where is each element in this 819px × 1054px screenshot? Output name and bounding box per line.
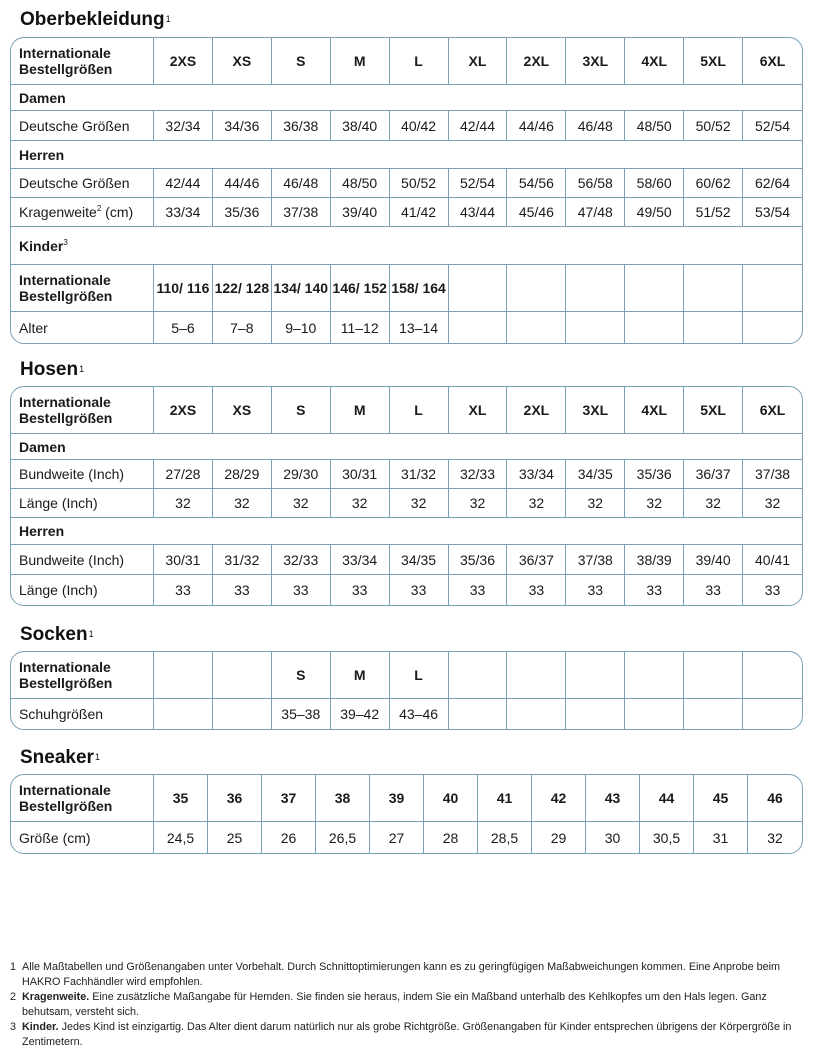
value-cell: 33/34 <box>154 198 213 227</box>
size-cell <box>684 652 743 699</box>
size-cell: 134/ 140 <box>272 265 331 312</box>
value-cell: 37/38 <box>743 460 802 489</box>
value-cell: 32 <box>507 489 566 518</box>
section-title-socken <box>20 624 94 646</box>
value-cell: 24,5 <box>154 822 208 853</box>
value-cell: 32/33 <box>449 460 508 489</box>
footnote-ref: 2 <box>96 204 102 213</box>
value-cell: 27 <box>370 822 424 853</box>
value-cell: 46/48 <box>566 111 625 141</box>
value-cell: 34/35 <box>390 545 449 575</box>
size-cell: 41 <box>478 775 532 822</box>
value-cell: 26 <box>262 822 316 853</box>
size-cell: 38 <box>316 775 370 822</box>
section-title-sneaker <box>20 747 100 769</box>
value-cell: 28 <box>424 822 478 853</box>
value-cell: 38/39 <box>625 545 684 575</box>
section-row <box>11 227 802 265</box>
socken-table <box>10 651 803 730</box>
size-cell: 158/ 164 <box>390 265 449 312</box>
value-cell: 48/50 <box>331 169 390 198</box>
size-cell: 43 <box>586 775 640 822</box>
section-label-text: Damen <box>19 438 66 455</box>
section-title-text: Hosen <box>20 359 79 380</box>
footnote-text <box>22 960 800 990</box>
value-cell: 33 <box>507 575 566 605</box>
value-cell: 39/40 <box>331 198 390 227</box>
value-cell: 33 <box>213 575 272 605</box>
size-cell: 2XL <box>507 387 566 434</box>
row-label-text: Alter <box>19 319 48 336</box>
section-label <box>11 518 802 545</box>
value-cell: 53/54 <box>743 198 802 227</box>
size-cell: 146/ 152 <box>331 265 390 312</box>
size-cell: 40 <box>424 775 478 822</box>
row-label <box>11 169 154 198</box>
row-label <box>11 198 154 227</box>
size-cell: 4XL <box>625 38 684 85</box>
value-cell: 42/44 <box>449 111 508 141</box>
value-cell: 52/54 <box>449 169 508 198</box>
value-cell <box>213 699 272 729</box>
section-label-text: Herren <box>19 523 65 539</box>
value-cell: 43/44 <box>449 198 508 227</box>
value-cell: 40/41 <box>743 545 802 575</box>
value-cell: 30/31 <box>331 460 390 489</box>
data-row <box>11 111 802 141</box>
row-label-suffix: (cm) <box>101 204 134 220</box>
size-cell: 46 <box>748 775 802 822</box>
value-cell: 11–12 <box>331 312 390 343</box>
value-cell: 41/42 <box>390 198 449 227</box>
value-cell: 32 <box>213 489 272 518</box>
footnote-1 <box>10 960 800 990</box>
header-row <box>11 652 802 699</box>
value-cell <box>507 312 566 343</box>
value-cell: 49/50 <box>625 198 684 227</box>
size-cell: 5XL <box>684 38 743 85</box>
footnote-ref: 1 <box>94 752 100 762</box>
value-cell: 29 <box>532 822 586 853</box>
value-cell: 31/32 <box>390 460 449 489</box>
header-row <box>11 387 802 434</box>
footnote-text <box>22 1020 800 1050</box>
value-cell <box>684 312 743 343</box>
value-cell: 45/46 <box>507 198 566 227</box>
value-cell: 5–6 <box>154 312 213 343</box>
size-cell <box>625 652 684 699</box>
footnote-ref: 1 <box>165 14 171 24</box>
size-cell <box>566 652 625 699</box>
size-cell <box>507 652 566 699</box>
value-cell: 36/37 <box>684 460 743 489</box>
size-cell: XL <box>449 387 508 434</box>
size-cell: S <box>272 38 331 85</box>
size-cell: S <box>272 652 331 699</box>
value-cell: 32 <box>625 489 684 518</box>
value-cell <box>743 312 802 343</box>
row-label <box>11 460 154 489</box>
value-cell <box>566 312 625 343</box>
value-cell: 30 <box>586 822 640 853</box>
value-cell: 44/46 <box>507 111 566 141</box>
row-label <box>11 489 154 518</box>
value-cell: 32 <box>684 489 743 518</box>
section-row <box>11 518 802 545</box>
row-label <box>11 575 154 605</box>
size-cell: 36 <box>208 775 262 822</box>
row-label-text: Länge (Inch) <box>19 495 98 511</box>
value-cell: 50/52 <box>390 169 449 198</box>
value-cell <box>625 699 684 729</box>
size-cell: 35 <box>154 775 208 822</box>
section-row <box>11 434 802 460</box>
header-label: Internationale Bestellgrößen <box>11 652 154 699</box>
value-cell: 32 <box>390 489 449 518</box>
header-row <box>11 38 802 85</box>
size-cell: XL <box>449 38 508 85</box>
value-cell: 43–46 <box>390 699 449 729</box>
value-cell: 33 <box>390 575 449 605</box>
header-row <box>11 775 802 822</box>
value-cell: 35/36 <box>449 545 508 575</box>
value-cell: 32 <box>767 829 783 846</box>
sneaker-table <box>10 774 803 854</box>
section-title-text: Oberbekleidung <box>20 9 165 30</box>
header-label: Internationale Bestellgrößen <box>11 775 154 822</box>
data-row <box>11 460 802 489</box>
value-cell: 58/60 <box>625 169 684 198</box>
section-title-oberbekleidung <box>20 9 171 31</box>
size-cell <box>449 652 508 699</box>
size-cell: 110/ 116 <box>154 265 213 312</box>
footnote-2 <box>10 990 800 1020</box>
value-cell: 32/33 <box>272 545 331 575</box>
size-cell: 5XL <box>684 387 743 434</box>
header-row <box>11 265 802 312</box>
value-cell: 46/48 <box>272 169 331 198</box>
data-row <box>11 822 802 853</box>
value-cell: 32 <box>272 489 331 518</box>
header-label: Internationale Bestellgrößen <box>11 387 154 434</box>
value-cell: 32 <box>154 489 213 518</box>
section-title-text: Socken <box>20 624 88 645</box>
size-cell: M <box>331 38 390 85</box>
value-cell: 33 <box>449 575 508 605</box>
value-cell: 33 <box>154 575 213 605</box>
size-cell: M <box>331 387 390 434</box>
value-cell: 62/64 <box>743 169 802 198</box>
footnote-number: 3 <box>10 1021 17 1033</box>
value-cell: 13–14 <box>390 312 449 343</box>
footnote-body: Alle Maßtabellen und Größenangaben unter Vorbehalt. Durch Schnittoptimierungen kann es zu geringfügigen Maßabweichungen kommen. Eine Anprobe beim HAKRO Fachhändler wird empfohlen. <box>22 961 781 988</box>
header-label: Internationale Bestellgrößen <box>11 38 154 85</box>
size-cell: S <box>272 387 331 434</box>
value-cell: 54/56 <box>507 169 566 198</box>
value-cell: 37/38 <box>566 545 625 575</box>
size-cell: L <box>390 38 449 85</box>
size-cell: 6XL <box>743 38 802 85</box>
footnote-bold: Kinder. <box>22 1021 59 1033</box>
value-cell: 33 <box>625 575 684 605</box>
footnote-3 <box>10 1020 800 1050</box>
value-cell: 32 <box>331 489 390 518</box>
section-label <box>11 434 802 460</box>
section-row <box>11 141 802 169</box>
value-cell <box>507 699 566 729</box>
size-cell <box>449 265 508 312</box>
size-cell: 37 <box>262 775 316 822</box>
size-cell: 2XS <box>154 387 213 434</box>
size-cell: L <box>390 387 449 434</box>
footnote-number: 2 <box>10 991 17 1003</box>
value-cell: 48/50 <box>625 111 684 141</box>
row-label-text: Deutsche Größen <box>19 175 130 191</box>
size-cell: 4XL <box>625 387 684 434</box>
size-cell: 45 <box>694 775 748 822</box>
section-label-text: Kinder <box>19 237 64 254</box>
value-cell: 40/42 <box>390 111 449 141</box>
value-cell: 33/34 <box>507 460 566 489</box>
size-cell: XS <box>213 387 272 434</box>
value-cell: 35–38 <box>272 699 331 729</box>
value-cell: 9–10 <box>272 312 331 343</box>
value-cell: 32 <box>449 489 508 518</box>
value-cell: 25 <box>208 822 262 853</box>
footnote-bold: Kragenweite. <box>22 991 90 1003</box>
section-label <box>11 227 802 265</box>
section-label <box>11 141 802 169</box>
value-cell: 51/52 <box>684 198 743 227</box>
data-row <box>11 169 802 198</box>
footnote-body: Eine zusätzliche Maßangabe für Hemden. Sie finden sie heraus, indem Sie ein Maßband unterhalb des Kehlkopfes um den Hals legen. Ganz behutsam, versteht sich. <box>22 991 767 1018</box>
value-cell: 35/36 <box>213 198 272 227</box>
size-cell: 3XL <box>566 387 625 434</box>
value-cell <box>154 699 213 729</box>
size-cell: XS <box>213 38 272 85</box>
size-cell: 6XL <box>743 387 802 434</box>
size-cell: M <box>331 652 390 699</box>
value-cell <box>566 699 625 729</box>
section-label-text: Herren <box>19 146 65 163</box>
hosen-table <box>10 386 803 606</box>
row-label <box>11 111 154 141</box>
footnote-ref: 1 <box>79 364 85 374</box>
row-label-text: Länge (Inch) <box>19 582 98 598</box>
size-cell <box>507 265 566 312</box>
value-cell: 42/44 <box>154 169 213 198</box>
size-cell: 2XL <box>507 38 566 85</box>
footnote-text <box>22 990 800 1020</box>
value-cell: 33 <box>764 582 781 598</box>
value-cell: 29/30 <box>272 460 331 489</box>
size-cell: 2XS <box>154 38 213 85</box>
row-label <box>11 312 154 343</box>
value-cell: 33/34 <box>331 545 390 575</box>
value-cell: 56/58 <box>566 169 625 198</box>
value-cell: 34/35 <box>566 460 625 489</box>
data-row <box>11 198 802 227</box>
size-cell <box>566 265 625 312</box>
section-label <box>11 85 802 111</box>
value-cell: 28/29 <box>213 460 272 489</box>
row-label-text: Bundweite (Inch) <box>19 466 125 482</box>
data-row <box>11 312 802 343</box>
value-cell <box>743 699 802 729</box>
value-cell: 26,5 <box>316 822 370 853</box>
value-cell: 35/36 <box>625 460 684 489</box>
data-row <box>11 545 802 575</box>
value-cell <box>449 312 508 343</box>
size-cell: 39 <box>370 775 424 822</box>
value-cell: 32 <box>743 489 802 518</box>
value-cell: 31 <box>694 822 748 853</box>
value-cell: 33 <box>272 575 331 605</box>
size-cell: 44 <box>640 775 694 822</box>
value-cell: 30,5 <box>640 822 694 853</box>
footnotes <box>10 960 800 1050</box>
value-cell: 52/54 <box>743 111 802 141</box>
row-label-text: Größe (cm) <box>19 829 91 846</box>
row-label <box>11 545 154 575</box>
value-cell: 33 <box>331 575 390 605</box>
value-cell: 36/38 <box>272 111 331 141</box>
row-label-text: Schuhgrößen <box>19 706 104 722</box>
footnote-ref: 3 <box>63 237 68 247</box>
value-cell: 34/36 <box>213 111 272 141</box>
row-label <box>11 822 154 853</box>
size-cell <box>684 265 743 312</box>
oberbekleidung-table <box>10 37 803 344</box>
value-cell: 37/38 <box>272 198 331 227</box>
footnote-number: 1 <box>10 961 17 973</box>
value-cell: 36/37 <box>507 545 566 575</box>
data-row <box>11 575 802 605</box>
row-label-text: Kragenweite <box>19 204 97 220</box>
section-title-text: Sneaker <box>20 747 94 768</box>
value-cell: 27/28 <box>154 460 213 489</box>
data-row <box>11 699 802 729</box>
value-cell: 38/40 <box>331 111 390 141</box>
value-cell: 60/62 <box>684 169 743 198</box>
size-cell <box>743 265 802 312</box>
value-cell <box>684 699 743 729</box>
size-cell <box>625 265 684 312</box>
value-cell: 47/48 <box>566 198 625 227</box>
value-cell: 28,5 <box>478 822 532 853</box>
header-label: Internationale Bestellgrößen <box>11 265 154 312</box>
size-cell: 3XL <box>566 38 625 85</box>
footnote-ref: 1 <box>88 629 94 639</box>
size-cell: 122/ 128 <box>213 265 272 312</box>
size-cell <box>213 652 272 699</box>
section-title-hosen <box>20 359 84 381</box>
value-cell: 7–8 <box>213 312 272 343</box>
row-label-text: Deutsche Größen <box>19 117 130 134</box>
value-cell: 32/34 <box>154 111 213 141</box>
value-cell: 50/52 <box>684 111 743 141</box>
section-label-text: Damen <box>19 89 66 106</box>
value-cell <box>625 312 684 343</box>
footnote-body: Jedes Kind ist einzigartig. Das Alter dient darum natürlich nur als grobe Richtgröße. Größenangaben für Kinder entsprechen übrigens der Körpergröße in Zentimetern. <box>22 1021 792 1048</box>
value-cell: 32 <box>566 489 625 518</box>
value-cell: 30/31 <box>154 545 213 575</box>
value-cell: 39/40 <box>684 545 743 575</box>
size-cell <box>743 652 802 699</box>
value-cell: 44/46 <box>213 169 272 198</box>
data-row <box>11 489 802 518</box>
value-cell: 39–42 <box>331 699 390 729</box>
size-cell: L <box>390 652 449 699</box>
value-cell: 31/32 <box>213 545 272 575</box>
size-cell: 42 <box>532 775 586 822</box>
value-cell <box>449 699 508 729</box>
value-cell: 33 <box>684 575 743 605</box>
section-row <box>11 85 802 111</box>
size-cell <box>154 652 213 699</box>
row-label <box>11 699 154 729</box>
value-cell: 33 <box>566 575 625 605</box>
row-label-text: Bundweite (Inch) <box>19 551 125 568</box>
